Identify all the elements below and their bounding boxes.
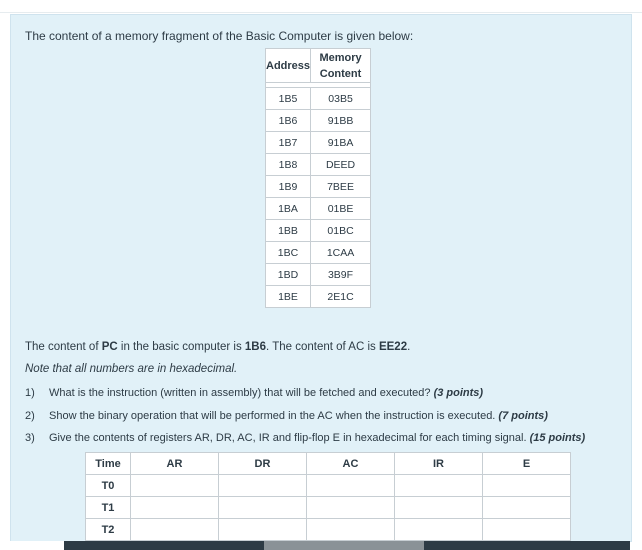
e-header: E bbox=[483, 453, 571, 475]
content-cell: 01BE bbox=[311, 198, 371, 220]
empty-cell[interactable] bbox=[219, 497, 307, 519]
question-text: Show the binary operation that will be performed in the AC when the instruction is executed. bbox=[49, 410, 499, 422]
address-cell: 1B7 bbox=[266, 132, 311, 154]
empty-cell[interactable] bbox=[307, 475, 395, 497]
memory-row bbox=[266, 154, 371, 176]
empty-cell[interactable] bbox=[483, 475, 571, 497]
memory-content-header bbox=[311, 49, 371, 83]
time-header: Time bbox=[86, 453, 131, 475]
content-cell: 91BB bbox=[311, 110, 371, 132]
content-cell: 3B9F bbox=[311, 264, 371, 286]
empty-cell[interactable] bbox=[131, 519, 219, 541]
ac-header: AC bbox=[307, 453, 395, 475]
timing-row bbox=[86, 497, 571, 519]
pc-line-text-1: The content of bbox=[25, 341, 102, 353]
empty-cell[interactable] bbox=[395, 497, 483, 519]
empty-cell[interactable] bbox=[307, 497, 395, 519]
ar-header: AR bbox=[131, 453, 219, 475]
pc-line-text-3: . The content of AC is bbox=[266, 341, 379, 353]
content-cell: 2E1C bbox=[311, 286, 371, 308]
pc-label: PC bbox=[101, 341, 118, 353]
memory-row bbox=[266, 176, 371, 198]
memory-row bbox=[266, 110, 371, 132]
address-cell: 1B6 bbox=[266, 110, 311, 132]
memory-row bbox=[266, 198, 371, 220]
address-cell: 1B5 bbox=[266, 88, 311, 110]
question-points: (15 points) bbox=[529, 432, 586, 444]
empty-cell[interactable] bbox=[131, 497, 219, 519]
address-cell: 1BA bbox=[266, 198, 311, 220]
memory-row bbox=[266, 132, 371, 154]
empty-cell[interactable] bbox=[131, 475, 219, 497]
content-cell: 7BEE bbox=[311, 176, 371, 198]
memory-header-line2: Content bbox=[319, 67, 362, 80]
content-cell: 1CAA bbox=[311, 242, 371, 264]
memory-row bbox=[266, 264, 371, 286]
question-points: (3 points) bbox=[433, 387, 484, 399]
question-text: What is the instruction (written in assembly) that will be fetched and executed? bbox=[49, 387, 434, 399]
memory-row bbox=[266, 242, 371, 264]
pc-value: 1B6 bbox=[244, 341, 267, 353]
address-cell: 1B9 bbox=[266, 176, 311, 198]
empty-cell[interactable] bbox=[395, 519, 483, 541]
memory-table bbox=[265, 48, 371, 308]
pc-ac-statement bbox=[25, 341, 410, 353]
pc-line-end: . bbox=[407, 341, 411, 353]
hex-note: Note that all numbers are in hexadecimal. bbox=[25, 363, 238, 375]
address-cell: 1B8 bbox=[266, 154, 311, 176]
content-cell: 03B5 bbox=[311, 88, 371, 110]
memory-row bbox=[266, 220, 371, 242]
question-1 bbox=[25, 387, 483, 399]
timing-row bbox=[86, 475, 571, 497]
address-header: Address bbox=[266, 49, 311, 83]
question-points: (7 points) bbox=[498, 410, 548, 422]
time-cell: T0 bbox=[86, 475, 131, 497]
dr-header: DR bbox=[219, 453, 307, 475]
question-number: 1) bbox=[25, 387, 35, 399]
content-cell: DEED bbox=[311, 154, 371, 176]
empty-cell[interactable] bbox=[219, 519, 307, 541]
memory-row bbox=[266, 286, 371, 308]
question-panel bbox=[10, 14, 632, 542]
scrollbar-thumb[interactable] bbox=[264, 541, 424, 550]
time-cell: T2 bbox=[86, 519, 131, 541]
question-3 bbox=[25, 432, 585, 444]
address-cell: 1BC bbox=[266, 242, 311, 264]
content-cell: 91BA bbox=[311, 132, 371, 154]
content-cell: 01BC bbox=[311, 220, 371, 242]
address-cell: 1BB bbox=[266, 220, 311, 242]
timing-table bbox=[85, 452, 571, 541]
empty-cell[interactable] bbox=[483, 519, 571, 541]
memory-header-line1: Memory bbox=[319, 51, 362, 64]
timing-row bbox=[86, 519, 571, 541]
question-number: 3) bbox=[25, 432, 35, 444]
address-cell: 1BD bbox=[266, 264, 311, 286]
empty-cell[interactable] bbox=[395, 475, 483, 497]
memory-row bbox=[266, 88, 371, 110]
question-text: Give the contents of registers AR, DR, AC, IR and flip-flop E in hexadecimal for each timing signal. bbox=[49, 432, 530, 444]
question-number: 2) bbox=[25, 410, 35, 422]
empty-cell[interactable] bbox=[307, 519, 395, 541]
address-cell: 1BE bbox=[266, 286, 311, 308]
empty-cell[interactable] bbox=[483, 497, 571, 519]
pc-line-text-2: in the basic computer is bbox=[117, 341, 245, 353]
scroll-gutter bbox=[0, 541, 64, 550]
time-cell: T1 bbox=[86, 497, 131, 519]
empty-cell[interactable] bbox=[219, 475, 307, 497]
ir-header: IR bbox=[395, 453, 483, 475]
ac-value: EE22 bbox=[378, 341, 408, 353]
intro-text: The content of a memory fragment of the Basic Computer is given below: bbox=[25, 29, 414, 43]
question-2 bbox=[25, 410, 548, 422]
top-strip bbox=[0, 0, 642, 13]
